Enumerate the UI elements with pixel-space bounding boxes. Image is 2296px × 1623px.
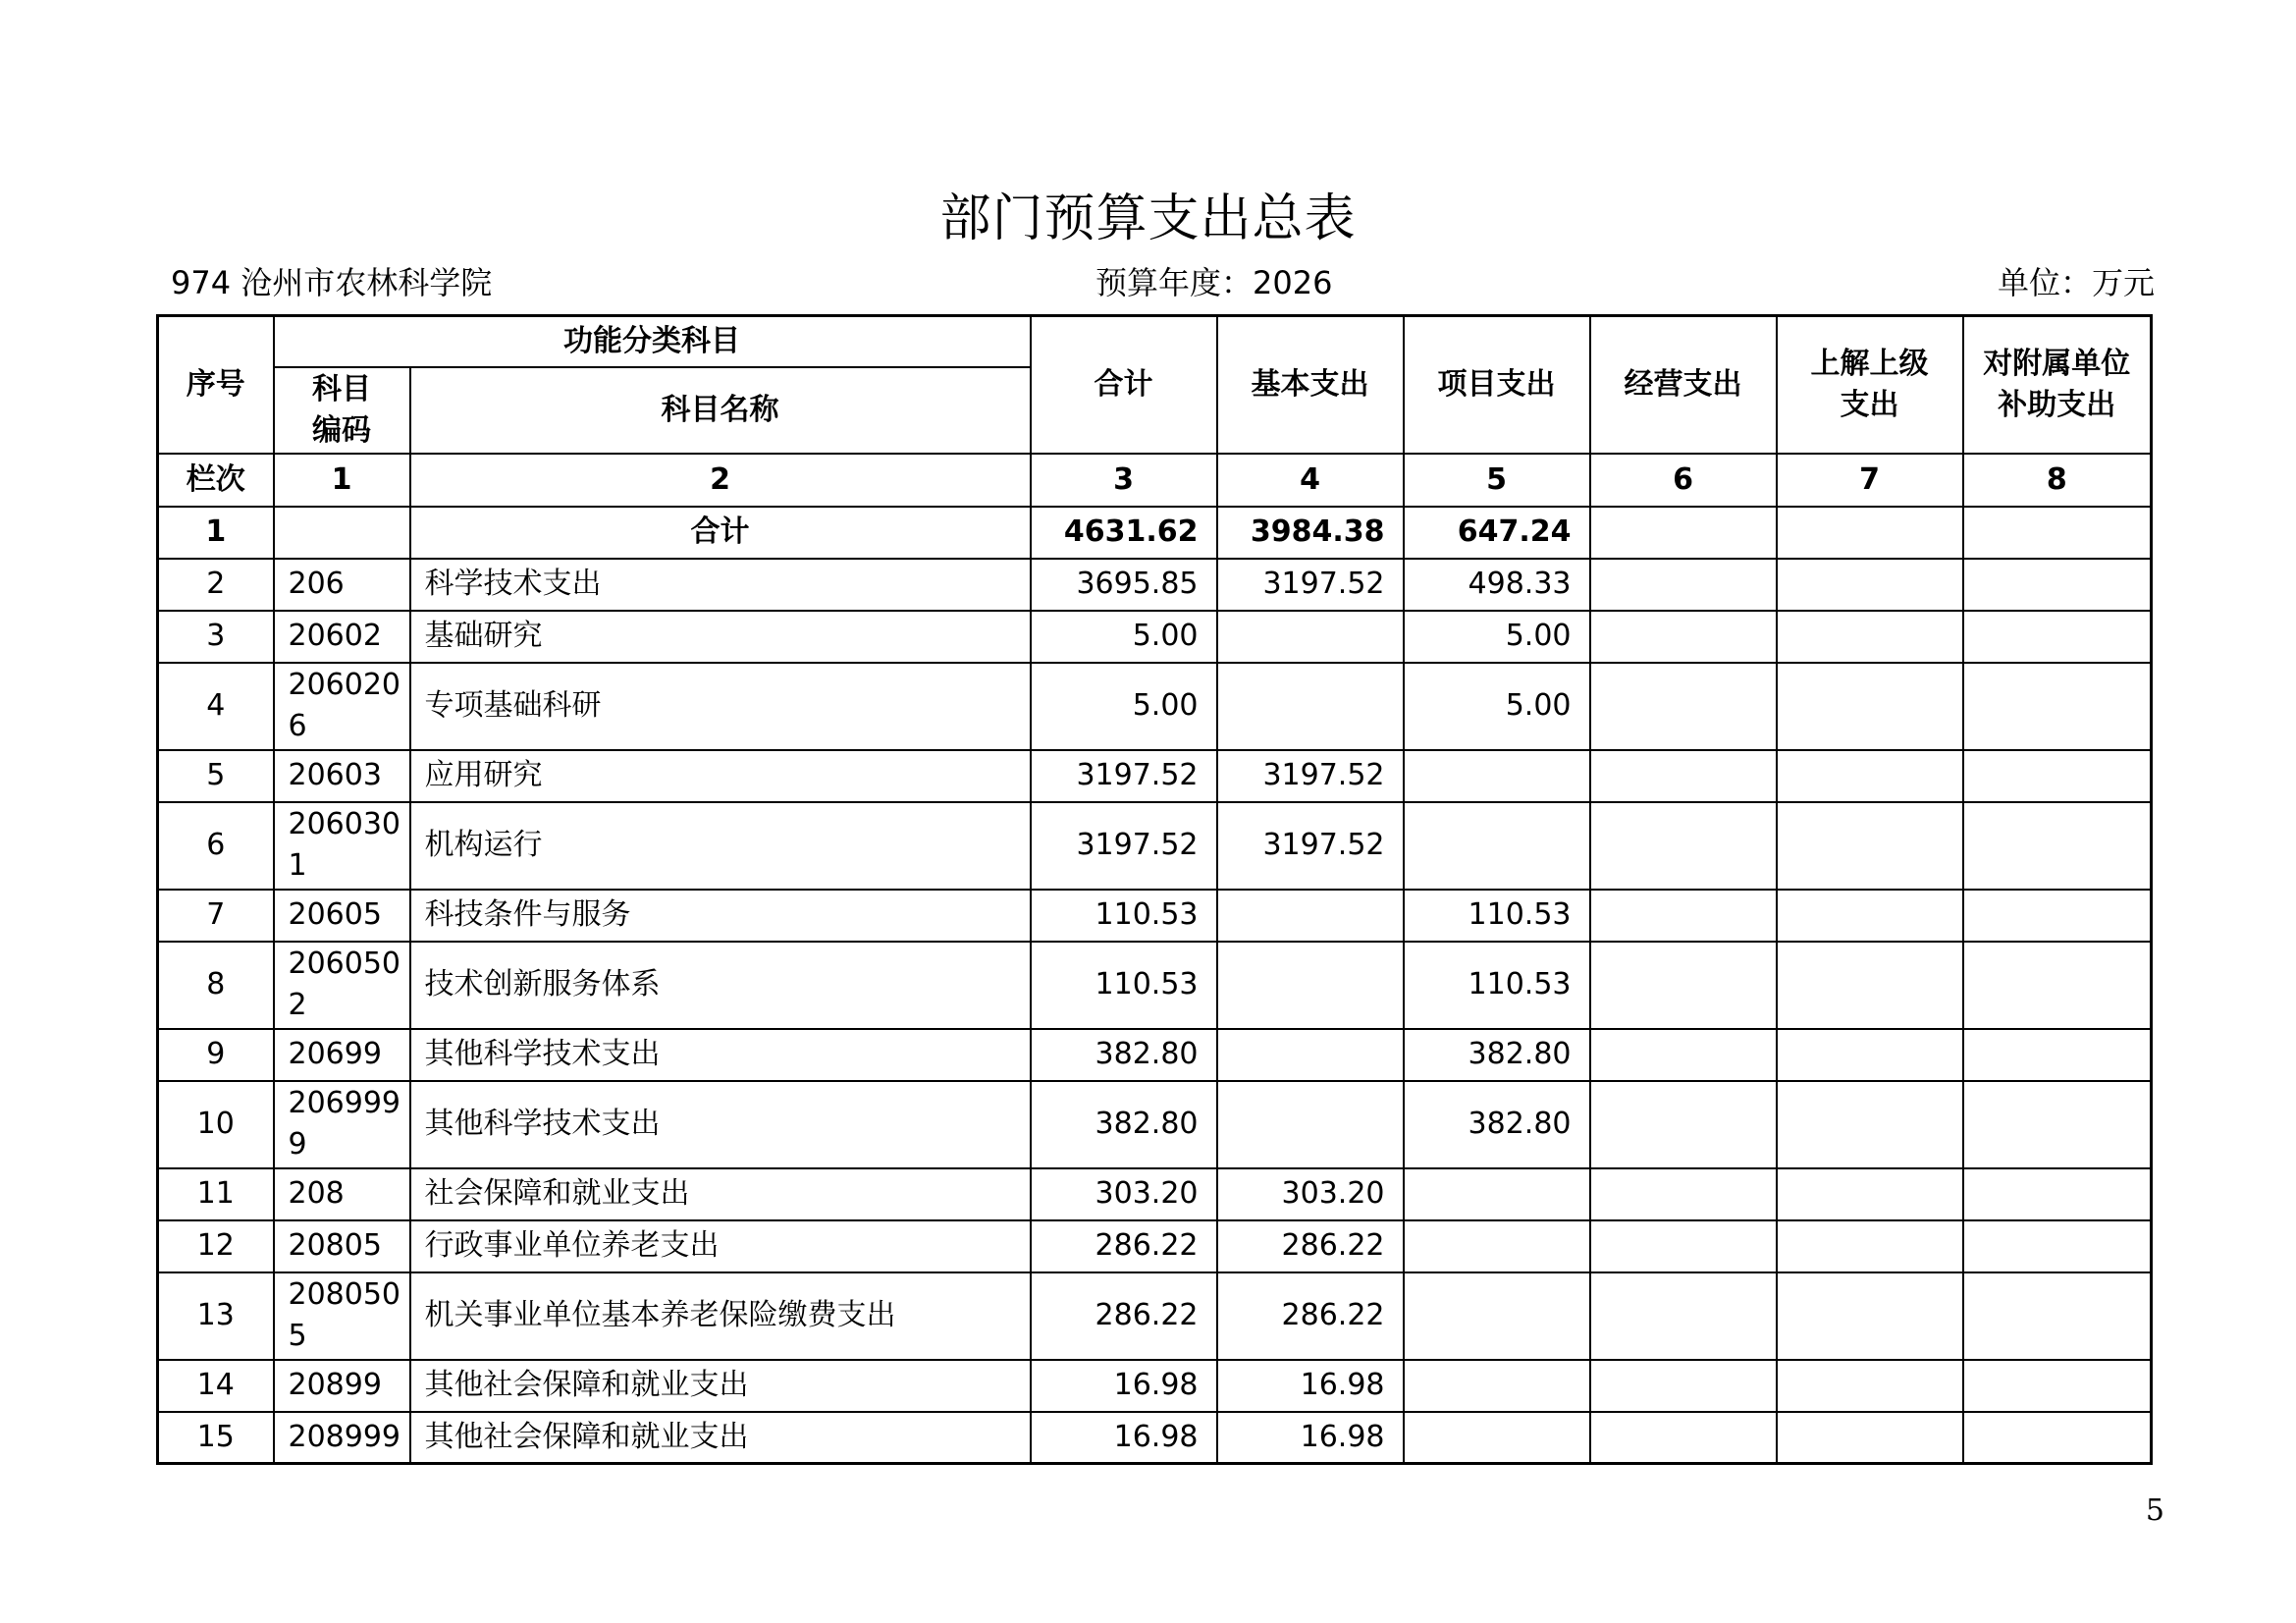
subject-name: 其他科学技术支出 (410, 1029, 1031, 1081)
row-number: 1 (158, 507, 274, 559)
subsidy-amount (1963, 1360, 2152, 1412)
subject-name: 基础研究 (410, 611, 1031, 663)
subject-name: 应用研究 (410, 750, 1031, 802)
total-amount: 3695.85 (1031, 559, 1217, 611)
header-name: 科目名称 (410, 367, 1031, 454)
basic-amount: 286.22 (1217, 1272, 1404, 1360)
total-amount: 16.98 (1031, 1360, 1217, 1412)
subject-name: 科技条件与服务 (410, 890, 1031, 942)
project-amount: 647.24 (1404, 507, 1590, 559)
business-amount (1590, 1272, 1777, 1360)
basic-amount (1217, 663, 1404, 750)
business-amount (1590, 750, 1777, 802)
business-amount (1590, 1168, 1777, 1220)
row-number: 12 (158, 1220, 274, 1272)
subject-code: 2060301 (274, 802, 410, 890)
total-amount: 110.53 (1031, 890, 1217, 942)
row-number: 6 (158, 802, 274, 890)
table-row (158, 890, 2152, 942)
table-row (158, 1272, 2152, 1360)
subject-code: 2080505 (274, 1272, 410, 1360)
header-total: 合计 (1031, 316, 1217, 454)
subject-code: 20605 (274, 890, 410, 942)
remit-amount (1777, 611, 1963, 663)
remit-amount (1777, 1272, 1963, 1360)
column-index-row (158, 454, 2152, 507)
subject-name: 行政事业单位养老支出 (410, 1220, 1031, 1272)
subsidy-amount (1963, 1168, 2152, 1220)
organization-label: 974 沧州市农林科学院 (171, 264, 493, 301)
business-amount (1590, 1412, 1777, 1464)
project-amount: 498.33 (1404, 559, 1590, 611)
col-index-3: 3 (1031, 454, 1217, 507)
row-number: 10 (158, 1081, 274, 1168)
subject-code: 208999 (274, 1412, 410, 1464)
col-index-6: 6 (1590, 454, 1777, 507)
basic-amount: 3197.52 (1217, 802, 1404, 890)
table-row (158, 750, 2152, 802)
basic-amount (1217, 611, 1404, 663)
table-row (158, 1360, 2152, 1412)
row-number: 15 (158, 1412, 274, 1464)
row-number: 7 (158, 890, 274, 942)
project-amount (1404, 1272, 1590, 1360)
row-number: 14 (158, 1360, 274, 1412)
subject-name: 技术创新服务体系 (410, 942, 1031, 1029)
business-amount (1590, 802, 1777, 890)
subsidy-amount (1963, 1272, 2152, 1360)
remit-amount (1777, 559, 1963, 611)
remit-amount (1777, 663, 1963, 750)
subject-code: 2060206 (274, 663, 410, 750)
business-amount (1590, 663, 1777, 750)
header-business: 经营支出 (1590, 316, 1777, 454)
basic-amount: 16.98 (1217, 1412, 1404, 1464)
basic-amount (1217, 942, 1404, 1029)
col-index-8: 8 (1963, 454, 2152, 507)
remit-amount (1777, 1081, 1963, 1168)
subject-code: 206 (274, 559, 410, 611)
header-code: 科目 编码 (274, 367, 410, 454)
col-index-2: 2 (410, 454, 1031, 507)
budget-year-label: 预算年度：2026 (1095, 264, 1333, 301)
project-amount (1404, 802, 1590, 890)
business-amount (1590, 1360, 1777, 1412)
subject-code: 2069999 (274, 1081, 410, 1168)
remit-amount (1777, 942, 1963, 1029)
table-row (158, 1412, 2152, 1464)
table-row (158, 1029, 2152, 1081)
basic-amount: 3197.52 (1217, 559, 1404, 611)
project-amount: 110.53 (1404, 890, 1590, 942)
col-index-7: 7 (1777, 454, 1963, 507)
subsidy-amount (1963, 942, 2152, 1029)
row-number: 2 (158, 559, 274, 611)
subject-code: 20899 (274, 1360, 410, 1412)
table-row-total (158, 507, 2152, 559)
total-amount: 16.98 (1031, 1412, 1217, 1464)
business-amount (1590, 1220, 1777, 1272)
header-subsidy: 对附属单位 补助支出 (1963, 316, 2152, 454)
basic-amount (1217, 1081, 1404, 1168)
business-amount (1590, 942, 1777, 1029)
col-index-5: 5 (1404, 454, 1590, 507)
remit-amount (1777, 1220, 1963, 1272)
total-amount: 382.80 (1031, 1081, 1217, 1168)
total-amount: 303.20 (1031, 1168, 1217, 1220)
total-amount: 286.22 (1031, 1220, 1217, 1272)
project-amount (1404, 1220, 1590, 1272)
business-amount (1590, 890, 1777, 942)
remit-amount (1777, 750, 1963, 802)
row-number: 9 (158, 1029, 274, 1081)
subject-code: 20699 (274, 1029, 410, 1081)
subject-code (274, 507, 410, 559)
basic-amount: 3984.38 (1217, 507, 1404, 559)
table-row (158, 1168, 2152, 1220)
basic-amount: 303.20 (1217, 1168, 1404, 1220)
remit-amount (1777, 1360, 1963, 1412)
project-amount: 382.80 (1404, 1029, 1590, 1081)
row-number: 13 (158, 1272, 274, 1360)
remit-amount (1777, 1168, 1963, 1220)
table-row (158, 559, 2152, 611)
row-number: 8 (158, 942, 274, 1029)
basic-amount: 286.22 (1217, 1220, 1404, 1272)
page-title: 部门预算支出总表 (939, 189, 1357, 248)
header-remit: 上解上级 支出 (1777, 316, 1963, 454)
total-amount: 4631.62 (1031, 507, 1217, 559)
subsidy-amount (1963, 611, 2152, 663)
total-amount: 286.22 (1031, 1272, 1217, 1360)
table-row (158, 1081, 2152, 1168)
row-number: 4 (158, 663, 274, 750)
remit-amount (1777, 890, 1963, 942)
table-row (158, 611, 2152, 663)
subsidy-amount (1963, 750, 2152, 802)
table-row (158, 663, 2152, 750)
remit-amount (1777, 1412, 1963, 1464)
subject-name: 专项基础科研 (410, 663, 1031, 750)
subsidy-amount (1963, 1220, 2152, 1272)
subsidy-amount (1963, 663, 2152, 750)
total-amount: 382.80 (1031, 1029, 1217, 1081)
remit-amount (1777, 1029, 1963, 1081)
subsidy-amount (1963, 559, 2152, 611)
business-amount (1590, 507, 1777, 559)
subsidy-amount (1963, 890, 2152, 942)
subject-name: 其他社会保障和就业支出 (410, 1412, 1031, 1464)
subject-name: 社会保障和就业支出 (410, 1168, 1031, 1220)
total-amount: 3197.52 (1031, 750, 1217, 802)
project-amount: 110.53 (1404, 942, 1590, 1029)
subsidy-amount (1963, 507, 2152, 559)
table-row (158, 1220, 2152, 1272)
subject-name: 合计 (410, 507, 1031, 559)
basic-amount: 3197.52 (1217, 750, 1404, 802)
subject-name: 其他社会保障和就业支出 (410, 1360, 1031, 1412)
header-project: 项目支出 (1404, 316, 1590, 454)
business-amount (1590, 1081, 1777, 1168)
budget-expenditure-table (156, 314, 2153, 1465)
project-amount (1404, 1360, 1590, 1412)
row-number: 5 (158, 750, 274, 802)
remit-amount (1777, 507, 1963, 559)
subject-name: 机关事业单位基本养老保险缴费支出 (410, 1272, 1031, 1360)
project-amount: 5.00 (1404, 611, 1590, 663)
subject-code: 208 (274, 1168, 410, 1220)
unit-label: 单位：万元 (1997, 264, 2155, 301)
project-amount: 5.00 (1404, 663, 1590, 750)
subject-code: 2060502 (274, 942, 410, 1029)
row-number: 11 (158, 1168, 274, 1220)
col-index-1: 1 (274, 454, 410, 507)
total-amount: 5.00 (1031, 611, 1217, 663)
page-number: 5 (2145, 1493, 2164, 1528)
basic-amount (1217, 1029, 1404, 1081)
col-index-label: 栏次 (158, 454, 274, 507)
subsidy-amount (1963, 1412, 2152, 1464)
project-amount (1404, 1168, 1590, 1220)
table-row (158, 802, 2152, 890)
remit-amount (1777, 802, 1963, 890)
subject-code: 20603 (274, 750, 410, 802)
project-amount (1404, 1412, 1590, 1464)
business-amount (1590, 559, 1777, 611)
basic-amount (1217, 890, 1404, 942)
business-amount (1590, 611, 1777, 663)
subject-name: 科学技术支出 (410, 559, 1031, 611)
subject-name: 其他科学技术支出 (410, 1081, 1031, 1168)
project-amount (1404, 750, 1590, 802)
subsidy-amount (1963, 1029, 2152, 1081)
row-number: 3 (158, 611, 274, 663)
header-basic: 基本支出 (1217, 316, 1404, 454)
table-row (158, 942, 2152, 1029)
subject-name: 机构运行 (410, 802, 1031, 890)
total-amount: 5.00 (1031, 663, 1217, 750)
business-amount (1590, 1029, 1777, 1081)
total-amount: 110.53 (1031, 942, 1217, 1029)
total-amount: 3197.52 (1031, 802, 1217, 890)
subsidy-amount (1963, 802, 2152, 890)
col-index-4: 4 (1217, 454, 1404, 507)
basic-amount: 16.98 (1217, 1360, 1404, 1412)
subject-code: 20602 (274, 611, 410, 663)
subject-code: 20805 (274, 1220, 410, 1272)
header-function-group: 功能分类科目 (274, 316, 1031, 367)
header-seq: 序号 (158, 316, 274, 454)
subsidy-amount (1963, 1081, 2152, 1168)
project-amount: 382.80 (1404, 1081, 1590, 1168)
